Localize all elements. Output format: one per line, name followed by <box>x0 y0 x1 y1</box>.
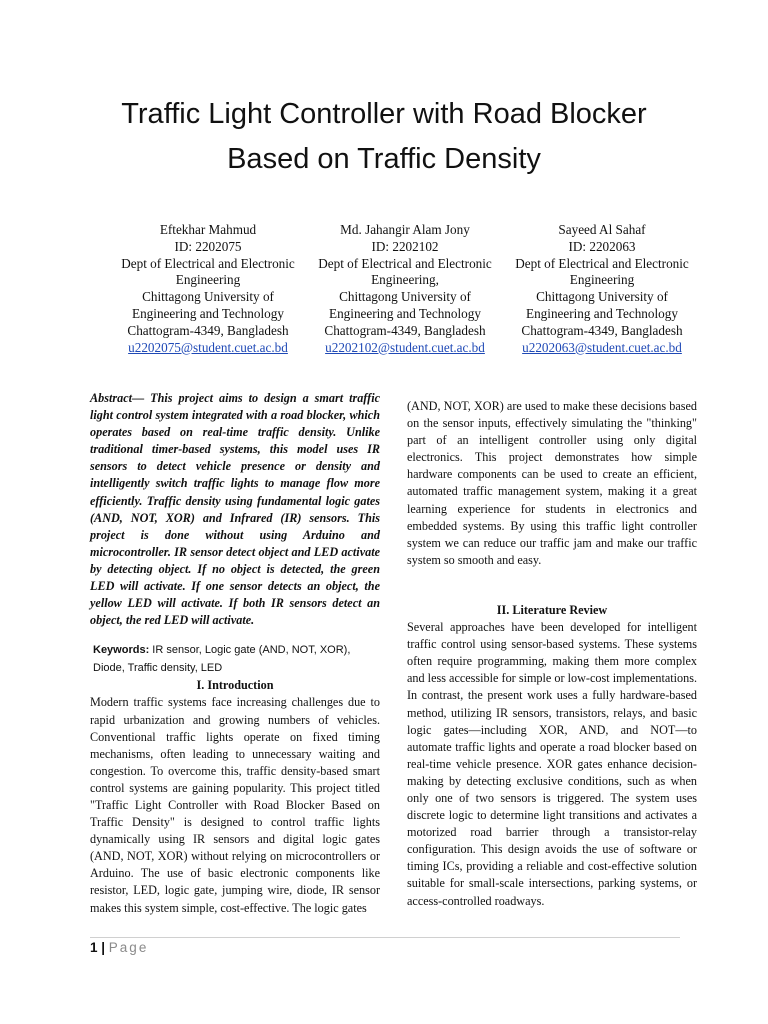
author-id: ID: 2202102 <box>371 238 439 254</box>
footer-divider <box>90 937 680 938</box>
author-email-link[interactable]: u2202102@student.cuet.ac.bd <box>325 339 485 355</box>
keywords-label: Keywords: <box>93 644 150 657</box>
author-3 <box>504 222 700 356</box>
author-univ-cont: Engineering and Technology <box>132 305 284 321</box>
title-line-1: Traffic Light Controller with Road Blocker <box>121 98 647 130</box>
author-email-link[interactable]: u2202063@student.cuet.ac.bd <box>522 339 682 355</box>
author-city: Chattogram-4349, Bangladesh <box>324 322 486 338</box>
title-line-2: Based on Traffic Density <box>227 143 541 175</box>
author-email-link[interactable]: u2202075@student.cuet.ac.bd <box>128 339 288 355</box>
author-univ-cont: Engineering and Technology <box>329 305 481 321</box>
author-univ: Chittagong University of <box>142 289 274 305</box>
footer-separator: | <box>97 940 109 955</box>
author-city: Chattogram-4349, Bangladesh <box>521 322 683 338</box>
author-block <box>110 222 700 356</box>
abstract: Abstract— This project aims to design a smart traffic light control system integrated with a road blocker, which operates based on real-time traffic density. Unlike traditional timer-based systems, this model uses IR sensors to detect vehicle presence or density and intelligently switch traffic lights to manage flow more efficiently. Traffic density using fundamental logic gates (AND, NOT, XOR) and Infrared (IR) sensors. This project is done without using Arduino and microcontroller. IR sensor detect object and LED activate by detecting object. If no object is detected, the green LED will activate. If one sensor detects an object, the yellow LED will activate. If both IR sensors detect an object, the red LED will activate. <box>90 391 380 628</box>
intro-text-continued: (AND, NOT, XOR) are used to make these decisions based on the sensor inputs, effectively simulating the "thinking" part of an intelligent controller using only digital electronics. This project demonstrates how simple hardware components can be used to create an efficient, automated traffic management system, making it a great learning experience for students in electronics and embedded systems. By using this traffic light controller system we can reduce our traffic jam and make our traffic system so smooth and easy. <box>407 399 697 567</box>
author-name: Sayeed Al Sahaf <box>558 222 646 237</box>
author-dept-cont: Engineering <box>569 272 635 288</box>
author-name: Eftekhar Mahmud <box>159 222 257 237</box>
author-city: Chattogram-4349, Bangladesh <box>127 322 289 338</box>
page-number: 1 <box>90 940 98 955</box>
page-label: Page <box>108 940 149 955</box>
intro-text: Modern traffic systems face increasing challenges due to rapid urbanization and growing numbers of vehicles. Conventional traffic lights operate on fixed timing mechanisms, often leading to unnecessary waiting and congestion. To overcome this, traffic density-based smart control systems are gaining popularity. This project titled "Traffic Light Controller with Road Blocker Based on Traffic Density" is designed to control traffic lights dynamically using IR sensors and digital logic gates (AND, NOT, XOR) without relying on microcontrollers or Arduino. The use of basic electronic components like resistor, LED, logic gate, jumping wire, diode, IR sensor makes this system simple, cost-effective. The logic gates <box>90 695 380 915</box>
author-id: ID: 2202063 <box>568 238 636 254</box>
author-2 <box>307 222 503 356</box>
intro-heading: I. Introduction <box>196 678 274 693</box>
author-dept-cont: Engineering, <box>371 272 439 288</box>
author-id: ID: 2202075 <box>174 238 242 254</box>
author-univ: Chittagong University of <box>536 289 668 305</box>
right-column <box>407 398 697 910</box>
author-dept: Dept of Electrical and Electronic <box>515 255 689 271</box>
paper-title <box>0 92 768 182</box>
author-1 <box>110 222 306 356</box>
keywords <box>90 641 380 677</box>
author-name: Md. Jahangir Alam Jony <box>340 222 470 237</box>
author-dept: Dept of Electrical and Electronic <box>121 255 295 271</box>
author-dept: Dept of Electrical and Electronic <box>318 255 492 271</box>
page-footer <box>90 940 148 955</box>
author-univ: Chittagong University of <box>339 289 471 305</box>
literature-text: Several approaches have been developed for intelligent traffic control using sensor-based systems. These systems often require programming, making them more complex and less accessible for simple or low-cost implementations. In contrast, the present work uses a fully hardware-based method, utilizing IR sensors, transistors, relays, and basic logic gates—including XOR, AND, and NOT—to automate traffic lights and operate a road blocker based on real-time vehicle presence. XOR gates enhance decision-making by detecting exclusive conditions, such as when only one of two sensors is triggered. The system uses discrete logic to determine light transitions and activates a motorized road barrier through a transistor-relay configuration. This design avoids the use of software or timing ICs, providing a reliable and cost-effective solution suitable for small-scale intersections, parking systems, or access-controlled roadways. <box>407 620 697 908</box>
left-column <box>90 390 380 917</box>
author-dept-cont: Engineering <box>175 272 241 288</box>
author-univ-cont: Engineering and Technology <box>526 305 678 321</box>
keywords-text: IR sensor, Logic gate (AND, NOT, XOR), Diode, Traffic density, LED <box>93 644 351 675</box>
literature-heading: II. Literature Review <box>496 602 608 617</box>
